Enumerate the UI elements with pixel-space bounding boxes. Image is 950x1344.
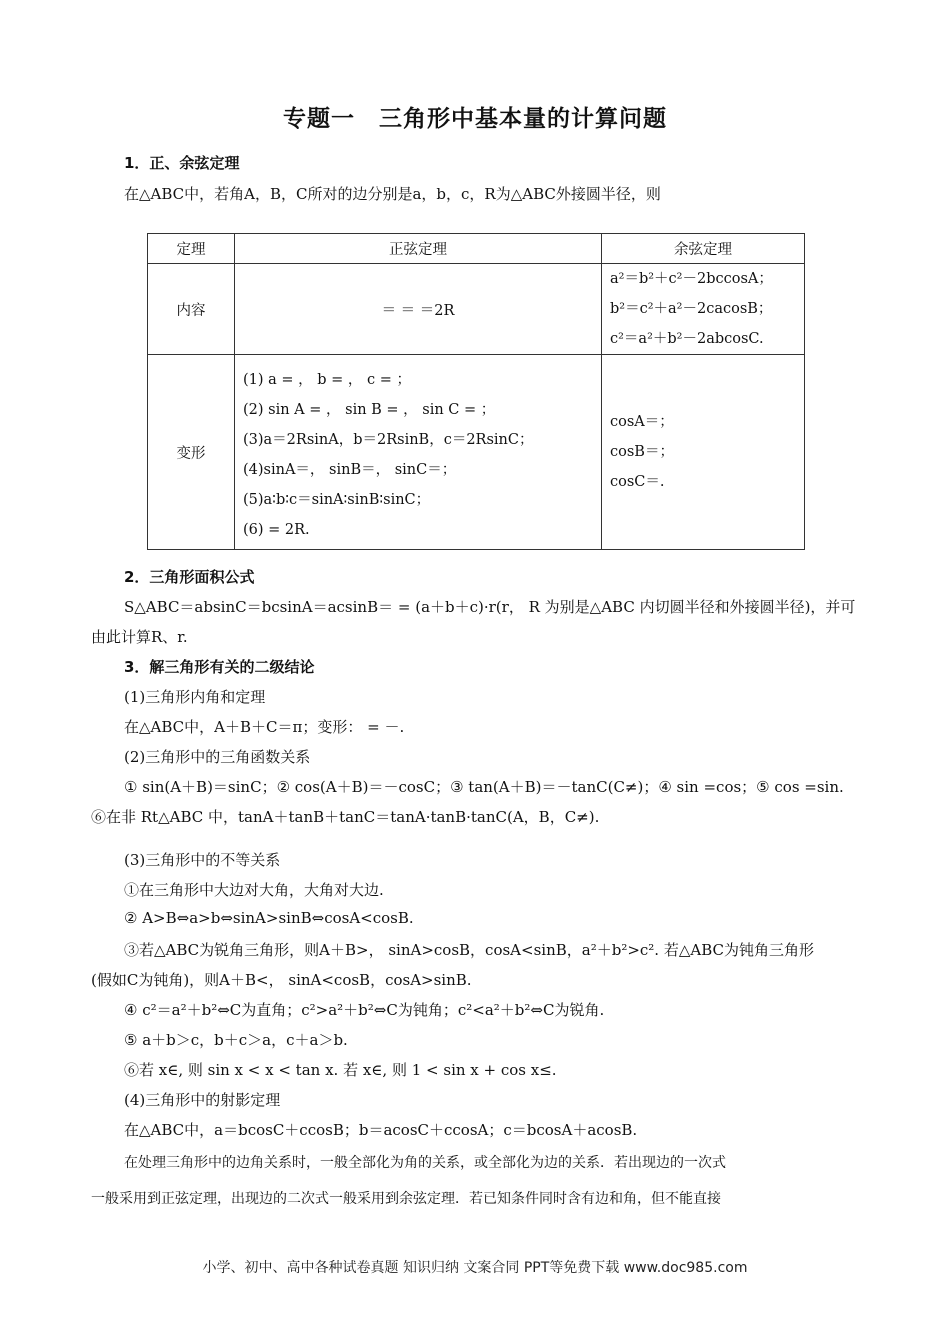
area-formula-line: 由此计算R、r.	[91, 628, 188, 646]
conclusion-line: ④ c²＝a²＋b²⇔C为直角；c²>a²＋b²⇔C为钝角；c²<a²＋b²⇔C为锐角.	[124, 1001, 605, 1019]
section-1-intro: 在△ABC中，若角A，B，C所对的边分别是a，b，c，R为△ABC外接圆半径，则	[124, 185, 661, 203]
page-title: 专题一 三角形中基本量的计算问题	[283, 106, 667, 132]
sine-variant: (6) = 2R.	[243, 522, 310, 538]
table-row-content	[148, 264, 805, 355]
area-formula-line: S△ABC＝absinC＝bcsinA＝acsinB＝ = (a＋b＋c)·r(r， R 为别是△ABC 内切圆半径和外接圆半径)，并可	[124, 598, 856, 616]
cosine-law-variants	[602, 355, 805, 550]
row-label: 变形	[148, 355, 235, 550]
conclusion-line: (1)三角形内角和定理	[124, 688, 266, 706]
conclusion-line: ① sin(A＋B)＝sinC；② cos(A＋B)＝－cosC；③ tan(A＋B)＝－tanC(C≠)；④ sin =cos；⑤ cos =sin.	[124, 778, 844, 796]
conclusion-line: (4)三角形中的射影定理	[124, 1091, 281, 1109]
sine-variant: (4)sinA＝， sinB＝， sinC＝；	[243, 462, 457, 478]
conclusion-line: (假如C为钝角)，则A＋B<， sinA<cosB，cosA>sinB.	[91, 971, 472, 989]
cosine-formula: b²＝c²＋a²－2cacosB；	[610, 301, 773, 317]
conclusion-line: ⑥在非 Rt△ABC 中，tanA＋tanB＋tanC＝tanA·tanB·tanC(A，B，C≠).	[91, 808, 600, 826]
table-header-cell: 定理	[148, 234, 235, 264]
section-1-heading: 1．正、余弦定理	[124, 154, 240, 172]
row-label: 内容	[148, 264, 235, 355]
conclusion-line: ⑤ a＋b＞c，b＋c＞a，c＋a＞b.	[124, 1031, 348, 1049]
conclusion-paragraph-line: 一般采用到正弦定理，出现边的二次式一般采用到余弦定理．若已知条件同时含有边和角，但不能直接	[91, 1191, 721, 1207]
cosine-formula: a²＝b²＋c²－2bccosA；	[610, 271, 773, 287]
cosine-variant: cosA＝；	[610, 414, 674, 430]
sine-law-variants	[235, 355, 602, 550]
table-header-cell: 正弦定理	[235, 234, 602, 264]
table-header-row	[148, 234, 805, 264]
conclusion-line: (3)三角形中的不等关系	[124, 851, 281, 869]
section-3-heading: 3．解三角形有关的二级结论	[124, 658, 315, 676]
sine-variant: (3)a＝2RsinA，b＝2RsinB，c＝2RsinC；	[243, 432, 534, 448]
cosine-variant: cosC＝.	[610, 474, 665, 490]
conclusion-line: 在△ABC中，A＋B＋C＝π；变形： = －.	[124, 718, 405, 736]
conclusion-line: 在△ABC中，a＝bcosC＋ccosB；b＝acosC＋ccosA；c＝bcosA＋acosB.	[124, 1121, 638, 1139]
cosine-variant: cosB＝；	[610, 444, 674, 460]
conclusion-line: ⑥若 x∈, 则 sin x < x < tan x. 若 x∈, 则 1 < sin x + cos x≤.	[124, 1061, 557, 1079]
table-row-variants	[148, 355, 805, 550]
sine-variant: (2) sin A = ， sin B = ， sin C = ；	[243, 402, 496, 418]
cosine-formula: c²＝a²＋b²－2abcosC.	[610, 331, 764, 347]
cosine-law-content	[602, 264, 805, 355]
sine-variant: (1) a = ， b = ， c = ；	[243, 372, 412, 388]
page-footer: 小学、初中、高中各种试卷真题 知识归纳 文案合同 PPT等免费下载 www.doc985.com	[202, 1260, 748, 1276]
conclusion-paragraph-line: 在处理三角形中的边角关系时，一般全部化为角的关系，或全部化为边的关系．若出现边的一次式	[124, 1155, 726, 1171]
conclusion-line: ①在三角形中大边对大角，大角对大边.	[124, 881, 384, 899]
conclusion-line: ② A>B⇔a>b⇔sinA>sinB⇔cosA<cosB.	[124, 909, 414, 927]
conclusion-line: (2)三角形中的三角函数关系	[124, 748, 311, 766]
sine-variant: (5)a∶b∶c＝sinA∶sinB∶sinC；	[243, 492, 431, 508]
section-2-heading: 2．三角形面积公式	[124, 568, 255, 586]
sine-law-content: ＝ ＝ ＝2R	[235, 264, 602, 355]
theorem-table	[147, 233, 805, 550]
table-header-cell: 余弦定理	[602, 234, 805, 264]
conclusion-line: ③若△ABC为锐角三角形，则A＋B>， sinA>cosB，cosA<sinB，a²＋b²>c². 若△ABC为钝角三角形	[124, 941, 814, 959]
